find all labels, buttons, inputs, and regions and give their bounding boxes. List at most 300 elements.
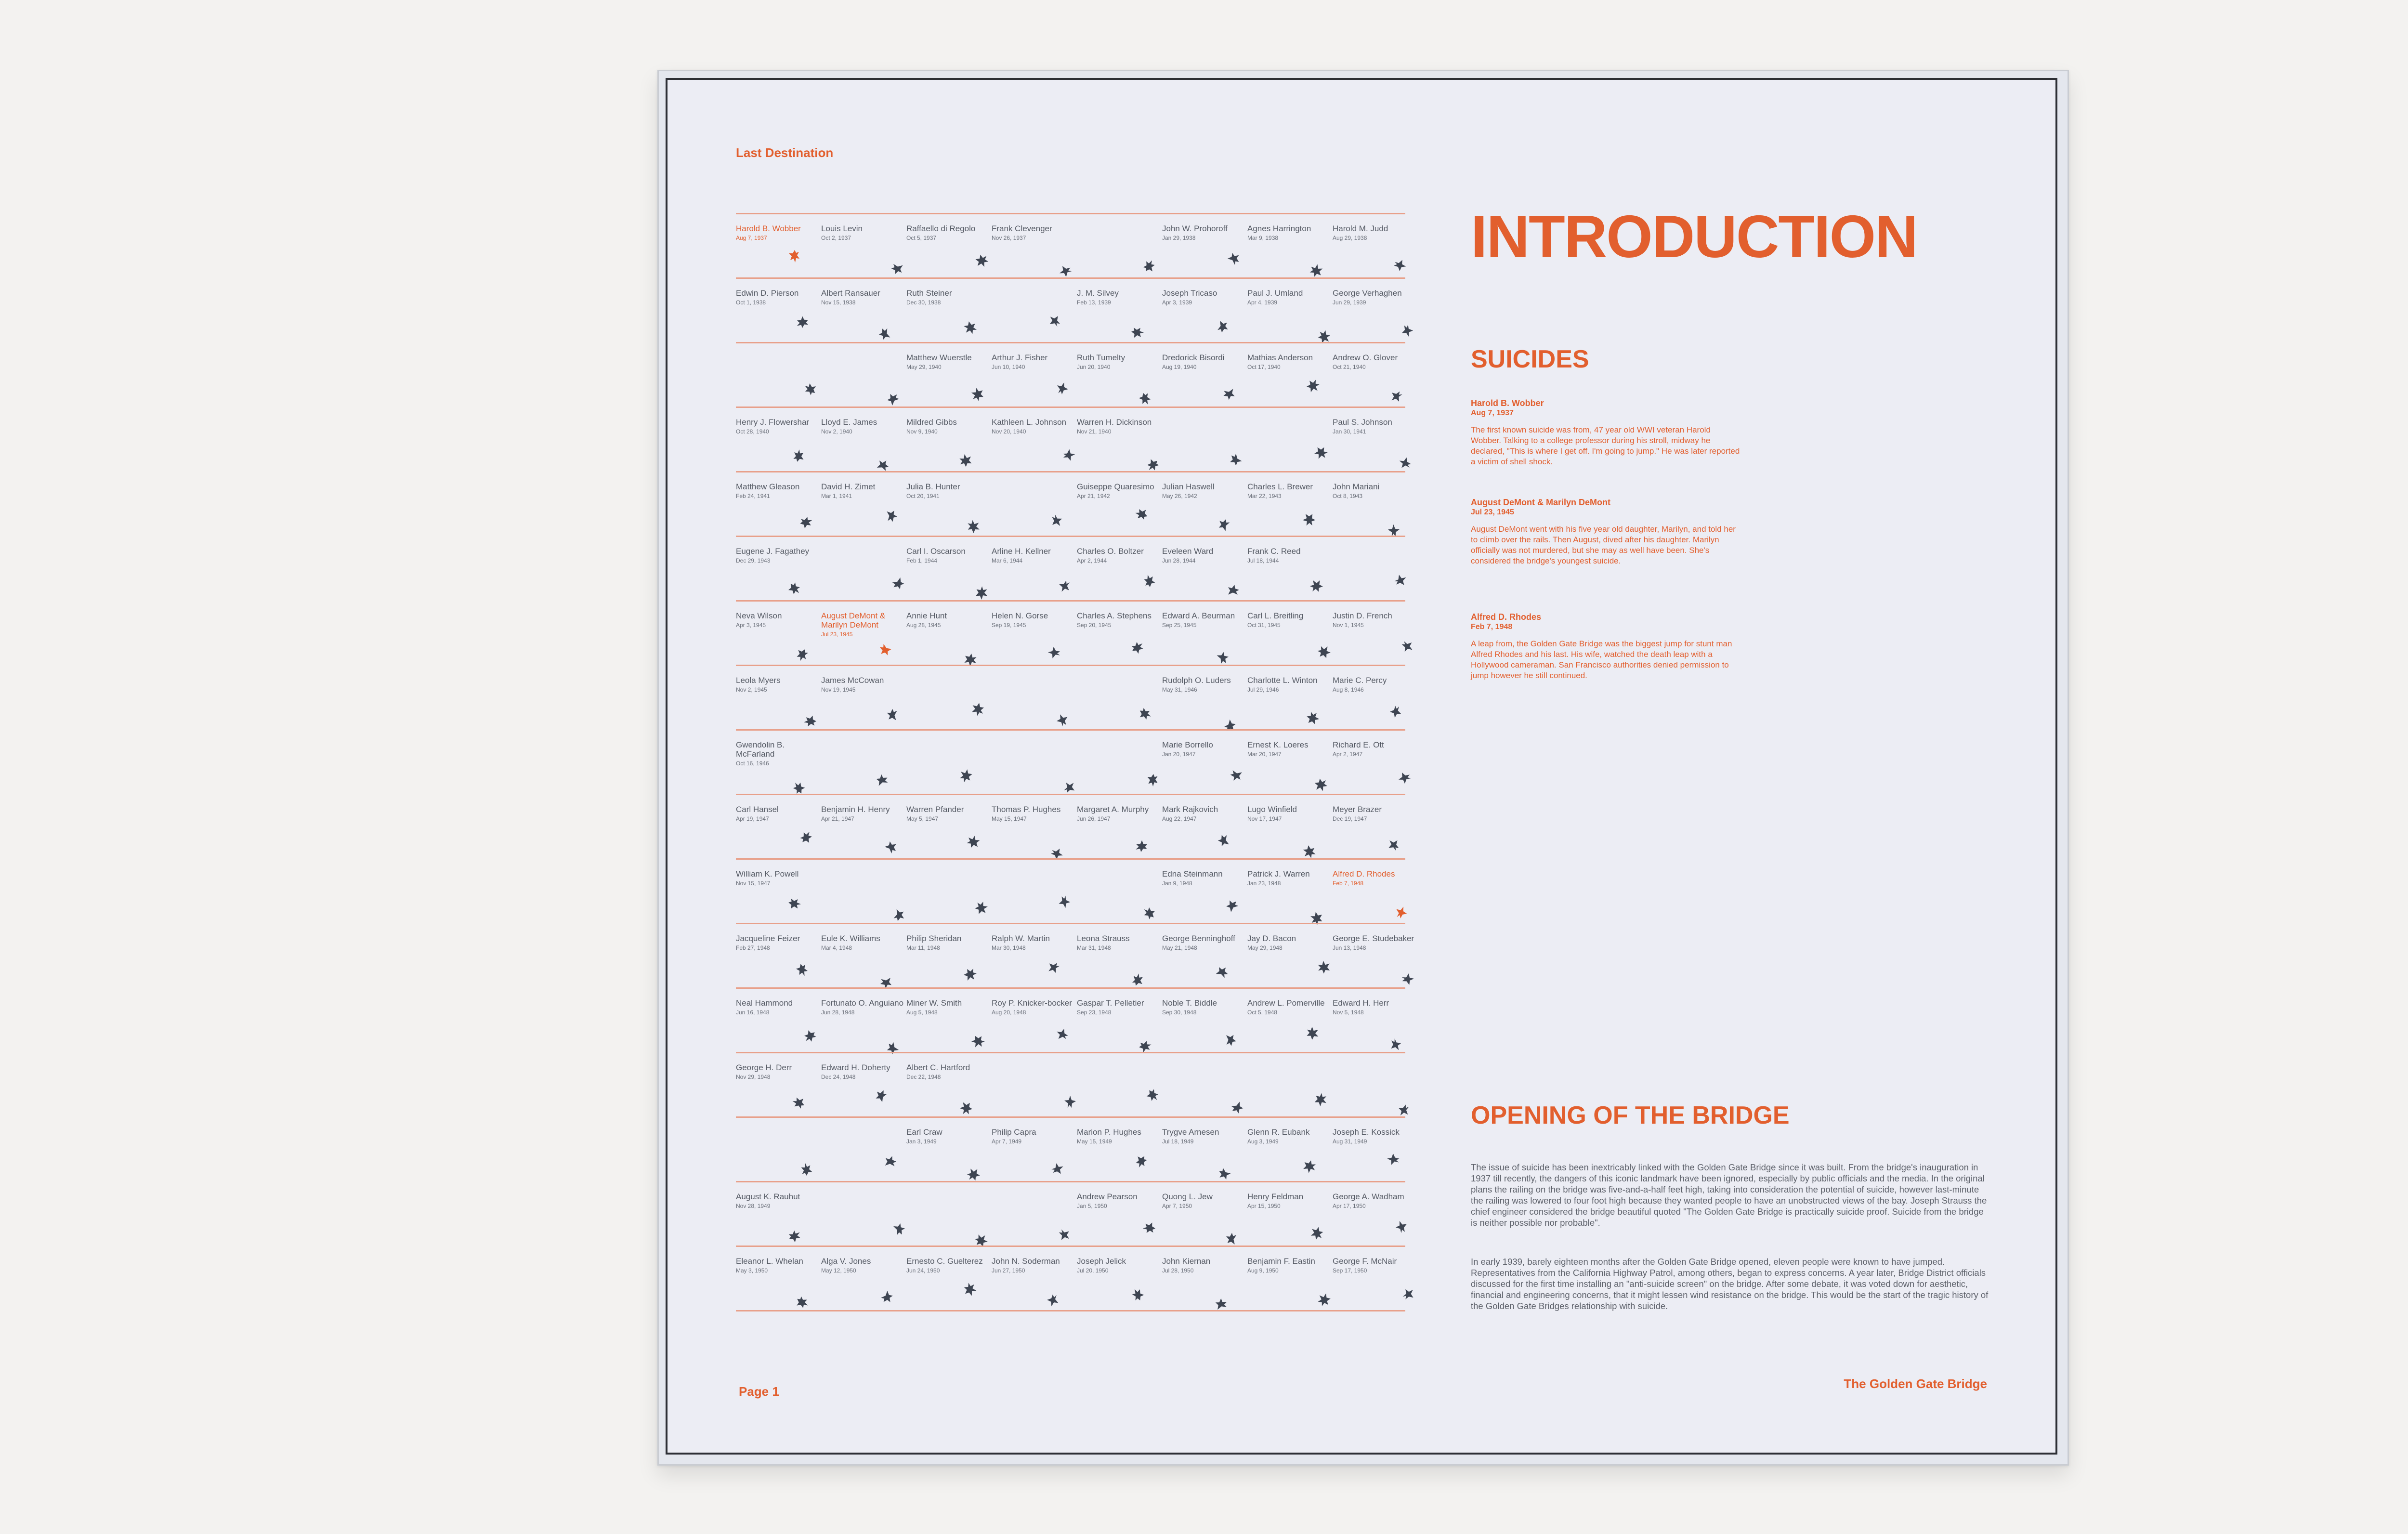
victim-name: Warren Pfander xyxy=(906,805,964,814)
story-text: The first known suicide was from, 47 year old WWI veteran Harold Wobber. Talking to a college professor during his stroll, midway he declared, "This is where I get off. I'm going to jump." He was later reported a victim of shell shock. xyxy=(1471,425,1740,466)
victim-date: Jan 5, 1950 xyxy=(1077,1203,1107,1209)
victim-entry xyxy=(992,934,1074,987)
victim-name: Meyer Brazer xyxy=(1333,805,1382,814)
victim-date: Jun 16, 1948 xyxy=(736,1009,770,1016)
victim-name: Ruth Steiner xyxy=(906,288,952,298)
falling-figure-icon xyxy=(973,585,990,602)
victim-date: Apr 3, 1939 xyxy=(1162,299,1192,306)
victim-date: Aug 28, 1945 xyxy=(906,622,941,629)
victim-entry xyxy=(1077,934,1160,987)
story-date: Feb 7, 1948 xyxy=(1471,623,1513,631)
falling-figure-icon xyxy=(1049,1160,1066,1176)
falling-figure-icon xyxy=(1213,965,1230,982)
grid-row xyxy=(736,600,1405,665)
falling-figure-icon xyxy=(962,967,978,983)
falling-figure-icon xyxy=(958,1100,974,1116)
page-number: Page 1 xyxy=(739,1384,779,1399)
falling-figure-icon xyxy=(966,519,982,535)
victim-name: Edward H. Herr xyxy=(1333,998,1389,1008)
victim-name: Albert C. Hartford xyxy=(906,1063,970,1072)
falling-figure-icon xyxy=(1229,451,1245,467)
falling-figure-icon xyxy=(1213,1298,1230,1314)
victim-date: Apr 19, 1947 xyxy=(736,815,769,822)
falling-figure-icon xyxy=(1221,384,1237,401)
victim-date: May 12, 1950 xyxy=(821,1267,856,1274)
victim-date: Nov 17, 1947 xyxy=(1247,815,1282,822)
victim-name: Ruth Tumelty xyxy=(1077,353,1125,362)
falling-figure-icon xyxy=(1392,1219,1409,1235)
falling-figure-icon xyxy=(1225,584,1241,600)
story-rhodes xyxy=(1471,612,1741,681)
body-paragraph: In early 1939, barely eighteen months after the Golden Gate Bridge opened, eleven people were known to have jumped. Representatives from the California Highway Patrol, among others, began to express concerns. A year later, Bridge District officials discussed for the first time installing an "anti-suicide screen" on the bridge. After some debate, it was voted down for aesthetic, financial and engineering concerns, that it might lessen wind resistance on the bridge. This would be the start of the tragic history of the Golden Gate Bridges relationship with suicide. xyxy=(1471,1257,1989,1311)
victim-date: May 29, 1948 xyxy=(1247,944,1283,951)
falling-figure-icon xyxy=(1229,1098,1245,1114)
victim-name: Noble T. Biddle xyxy=(1162,998,1217,1008)
falling-figure-icon xyxy=(1400,1285,1416,1301)
falling-figure-icon xyxy=(958,452,974,469)
victim-name: Marie Borrello xyxy=(1162,740,1213,749)
falling-figure-icon xyxy=(798,514,814,530)
victim-date: Nov 15, 1938 xyxy=(821,299,856,306)
victim-entry xyxy=(1247,805,1330,858)
falling-figure-icon xyxy=(1392,256,1409,273)
falling-figure-icon xyxy=(1141,905,1157,921)
victim-name: Marie C. Percy xyxy=(1333,676,1387,685)
victim-entry xyxy=(1077,1192,1160,1245)
falling-figure-icon xyxy=(878,973,894,989)
victim-name: Charles A. Stephens xyxy=(1077,611,1152,620)
falling-figure-icon xyxy=(1217,832,1233,849)
victim-date: Aug 8, 1946 xyxy=(1333,686,1364,693)
falling-figure-icon xyxy=(1301,511,1317,527)
victim-date: Dec 24, 1948 xyxy=(821,1074,856,1080)
victim-name: Agnes Harrington xyxy=(1247,224,1311,233)
falling-figure-icon xyxy=(786,580,803,597)
victim-date: Oct 2, 1937 xyxy=(821,235,851,241)
falling-figure-icon xyxy=(973,253,990,269)
story-wobber xyxy=(1471,398,1741,467)
falling-figure-icon xyxy=(798,1161,814,1178)
victim-date: May 26, 1942 xyxy=(1162,493,1197,499)
falling-figure-icon xyxy=(1316,644,1333,660)
victim-entry xyxy=(992,611,1074,664)
victim-name: Warren H. Dickinson xyxy=(1077,418,1152,427)
victim-name: Carl I. Oscarson xyxy=(906,547,966,556)
victim-name: Henry J. Flowershar xyxy=(736,418,810,427)
victim-date: Sep 23, 1948 xyxy=(1077,1009,1112,1016)
falling-figure-icon xyxy=(973,900,990,917)
victim-entry xyxy=(1077,1257,1160,1310)
victim-name: J. M. Silvey xyxy=(1077,288,1119,298)
victim-entry xyxy=(992,998,1074,1051)
victim-name: Eveleen Ward xyxy=(1162,547,1214,556)
falling-figure-icon xyxy=(1312,777,1329,793)
victim-date: May 15, 1947 xyxy=(992,815,1027,822)
victim-date: Nov 29, 1948 xyxy=(736,1074,771,1080)
victim-date: Mar 22, 1943 xyxy=(1247,493,1282,499)
victim-name: Louis Levin xyxy=(821,224,863,233)
falling-figure-icon xyxy=(958,767,974,784)
victim-name: Charles O. Boltzer xyxy=(1077,547,1144,556)
victim-name: John N. Soderman xyxy=(992,1257,1060,1266)
victim-name: Gwendolin B. McFarland xyxy=(736,740,785,759)
victim-date: Mar 31, 1948 xyxy=(1077,944,1111,951)
running-title: Last Destination xyxy=(736,145,834,160)
falling-figure-icon xyxy=(1400,970,1416,986)
victim-name: George F. McNair xyxy=(1333,1257,1397,1266)
victim-date: Jul 23, 1945 xyxy=(821,631,853,638)
victim-name: Earl Craw xyxy=(906,1128,942,1137)
victim-date: Nov 2, 1940 xyxy=(821,428,852,435)
victim-entry xyxy=(736,1192,819,1245)
victim-date: Oct 8, 1943 xyxy=(1333,493,1363,499)
victim-date: Jun 13, 1948 xyxy=(1333,944,1366,951)
victim-entry xyxy=(821,1063,904,1116)
story-text: A leap from, the Golden Gate Bridge was the biggest jump for stunt man Alfred Rhodes and his last. His wife, watched the death leap with a Hollywood cameraman. San Francisco authorities denied permission to jump however he still continued. xyxy=(1471,639,1732,680)
victim-date: Oct 16, 1946 xyxy=(736,760,769,767)
victim-entry xyxy=(736,934,819,987)
victim-name: Helen N. Gorse xyxy=(992,611,1048,620)
story-date: Aug 7, 1937 xyxy=(1471,409,1514,417)
grid-row xyxy=(736,471,1405,536)
victim-date: Apr 21, 1947 xyxy=(821,815,854,822)
victim-name: Matthew Wuerstle xyxy=(906,353,972,362)
victim-date: Mar 1, 1941 xyxy=(821,493,852,499)
falling-figure-icon xyxy=(802,1028,818,1045)
victim-name: David H. Zimet xyxy=(821,482,876,491)
victim-name: Andrew Pearson xyxy=(1077,1192,1138,1201)
victim-name: Eugene J. Fagathey xyxy=(736,547,810,556)
victim-name: Thomas P. Hughes xyxy=(992,805,1061,814)
victim-name: Trygve Arnesen xyxy=(1162,1128,1219,1137)
victim-date: Jun 28, 1944 xyxy=(1162,557,1196,564)
story-name: Alfred D. Rhodes xyxy=(1471,612,1542,622)
victim-date: Jan 3, 1949 xyxy=(906,1138,937,1145)
victim-date: Jan 20, 1947 xyxy=(1162,751,1196,758)
victim-entry xyxy=(1162,805,1245,858)
victim-entry xyxy=(992,418,1074,471)
victim-name: Ernest K. Loeres xyxy=(1247,740,1309,749)
victim-entry xyxy=(1333,1257,1415,1310)
victim-date: Apr 15, 1950 xyxy=(1247,1203,1281,1209)
victim-date: Oct 20, 1941 xyxy=(906,493,940,499)
victim-date: Jul 29, 1946 xyxy=(1247,686,1279,693)
victim-name: George E. Studebaker xyxy=(1333,934,1414,943)
falling-figure-icon xyxy=(1129,324,1146,341)
falling-figure-icon xyxy=(798,829,814,845)
victim-date: Sep 30, 1948 xyxy=(1162,1009,1197,1016)
victim-entry xyxy=(1333,1128,1415,1180)
victim-name: Ralph W. Martin xyxy=(992,934,1050,943)
victim-date: Oct 5, 1937 xyxy=(906,235,937,241)
victim-name: Edward H. Doherty xyxy=(821,1063,890,1072)
victim-date: Jun 28, 1948 xyxy=(821,1009,855,1016)
falling-figure-icon xyxy=(1225,1231,1241,1247)
victim-name: Eule K. Williams xyxy=(821,934,880,943)
victim-name: James McCowan xyxy=(821,676,884,685)
victim-name: Jay D. Bacon xyxy=(1247,934,1296,943)
falling-figure-icon xyxy=(1145,772,1161,788)
falling-figure-icon xyxy=(1129,639,1146,656)
victim-name: Mathias Anderson xyxy=(1247,353,1313,362)
victim-date: Dec 22, 1948 xyxy=(906,1074,941,1080)
falling-figure-icon xyxy=(794,647,811,663)
falling-figure-icon xyxy=(1388,1036,1405,1053)
falling-figure-icon xyxy=(878,1288,894,1304)
victim-date: Sep 20, 1945 xyxy=(1077,622,1112,629)
victim-name: Mark Rajkovich xyxy=(1162,805,1218,814)
falling-figure-icon xyxy=(1057,1226,1073,1243)
falling-figure-icon xyxy=(1225,251,1241,268)
victim-name: George Verhaghen xyxy=(1333,288,1402,298)
victim-entry xyxy=(992,1257,1074,1310)
grid-row xyxy=(736,342,1405,406)
victim-name: Harold B. Wobber xyxy=(736,224,801,233)
victim-date: May 15, 1949 xyxy=(1077,1138,1112,1145)
victim-entry xyxy=(1247,998,1330,1051)
victim-entry xyxy=(736,224,819,277)
falling-figure-icon xyxy=(882,1155,898,1171)
victim-date: Mar 11, 1948 xyxy=(906,944,940,951)
victim-entry xyxy=(1077,611,1160,664)
victim-name: Harold M. Judd xyxy=(1333,224,1388,233)
falling-figure-icon xyxy=(1129,1286,1146,1303)
victim-entry xyxy=(1162,288,1245,341)
falling-figure-icon xyxy=(1129,971,1146,988)
victim-date: Dec 19, 1947 xyxy=(1333,815,1367,822)
falling-figure-icon xyxy=(1049,512,1066,529)
victim-entry xyxy=(736,869,819,922)
victim-name: Albert Ransauer xyxy=(821,288,880,298)
falling-figure-icon xyxy=(1061,778,1077,795)
victim-date: Apr 21, 1942 xyxy=(1077,493,1110,499)
victim-date: Apr 7, 1949 xyxy=(992,1138,1022,1145)
victim-date: Apr 2, 1944 xyxy=(1077,557,1107,564)
victim-entry xyxy=(1333,482,1415,535)
grid-row xyxy=(736,923,1414,987)
falling-figure-icon xyxy=(890,259,906,275)
falling-figure-icon xyxy=(1396,771,1413,787)
opening-heading: OPENING OF THE BRIDGE xyxy=(1471,1101,1790,1129)
falling-figure-icon xyxy=(1137,706,1153,722)
victim-date: Nov 20, 1940 xyxy=(992,428,1026,435)
grid-row xyxy=(736,277,1405,342)
victim-name: Alga V. Jones xyxy=(821,1257,871,1266)
victim-name: Patrick J. Warren xyxy=(1247,869,1310,878)
victim-entry xyxy=(1162,1257,1245,1310)
falling-figure-icon xyxy=(1141,573,1157,589)
story-demont xyxy=(1471,497,1741,566)
falling-figure-icon xyxy=(1305,1025,1321,1042)
victim-name: Andrew O. Glover xyxy=(1333,353,1398,362)
victim-date: Oct 17, 1940 xyxy=(1247,364,1281,370)
falling-figure-icon xyxy=(1133,839,1150,855)
victim-date: Feb 1, 1944 xyxy=(906,557,938,564)
falling-figure-icon xyxy=(1133,1154,1150,1170)
victim-entry xyxy=(906,418,989,471)
victim-name: Fortunato O. Anguiano xyxy=(821,998,904,1008)
falling-figure-icon xyxy=(1229,766,1245,782)
victim-date: Mar 20, 1947 xyxy=(1247,751,1282,758)
victim-date: Nov 19, 1945 xyxy=(821,686,856,693)
victim-date: Feb 13, 1939 xyxy=(1077,299,1111,306)
victim-name: Miner W. Smith xyxy=(906,998,962,1008)
victim-date: Aug 3, 1949 xyxy=(1247,1138,1279,1145)
victim-name: Leona Strauss xyxy=(1077,934,1130,943)
victim-entry xyxy=(1247,482,1330,535)
falling-figure-icon xyxy=(794,1294,811,1311)
victim-entry xyxy=(821,418,904,471)
falling-figure-icon xyxy=(802,381,818,397)
victim-name: Neva Wilson xyxy=(736,611,782,620)
falling-figure-icon xyxy=(1053,380,1070,396)
victim-name: Charlotte L. Winton xyxy=(1247,676,1318,685)
victim-date: Apr 4, 1939 xyxy=(1247,299,1278,306)
victim-date: Aug 29, 1938 xyxy=(1333,235,1367,241)
victim-date: Jul 18, 1944 xyxy=(1247,557,1279,564)
falling-figure-icon xyxy=(1133,506,1150,523)
falling-figure-icon xyxy=(786,1228,803,1244)
victim-date: Feb 27, 1948 xyxy=(736,944,770,951)
falling-figure-icon xyxy=(1053,1027,1070,1043)
victim-date: Nov 1, 1945 xyxy=(1333,622,1364,629)
introduction-heading: INTRODUCTION xyxy=(1471,204,1917,270)
falling-figure-icon xyxy=(1385,837,1401,853)
falling-figure-icon xyxy=(1309,577,1325,594)
falling-figure-icon xyxy=(1137,391,1153,407)
victim-date: Nov 28, 1949 xyxy=(736,1203,771,1209)
victim-name: Paul S. Johnson xyxy=(1333,418,1392,427)
victim-name: Annie Hunt xyxy=(906,611,947,620)
victim-name: William K. Powell xyxy=(736,869,799,878)
falling-figure-icon xyxy=(1301,1158,1317,1175)
falling-figure-icon xyxy=(1217,517,1233,534)
falling-figure-icon xyxy=(1385,1152,1401,1168)
victim-name: Matthew Gleason xyxy=(736,482,800,491)
victim-date: Mar 9, 1938 xyxy=(1247,235,1279,241)
victim-name: Julia B. Hunter xyxy=(906,482,960,491)
victim-entry xyxy=(1162,934,1245,987)
victim-entry xyxy=(1162,611,1245,664)
victim-name: Edna Steinmann xyxy=(1162,869,1223,878)
victim-date: Nov 26, 1937 xyxy=(992,235,1026,241)
victim-name: Margaret A. Murphy xyxy=(1077,805,1149,814)
falling-figure-icon xyxy=(1400,638,1416,654)
victim-name: Justin D. French xyxy=(1333,611,1392,620)
falling-figure-icon xyxy=(1312,445,1329,461)
victim-name: Rudolph O. Luders xyxy=(1162,676,1231,685)
victim-date: Aug 22, 1947 xyxy=(1162,815,1197,822)
falling-figure-icon xyxy=(1400,323,1416,339)
falling-figure-icon xyxy=(890,574,906,590)
falling-figure-icon xyxy=(1046,645,1062,662)
falling-figure-icon xyxy=(1053,712,1070,728)
falling-figure-icon xyxy=(1388,389,1405,406)
grid-row xyxy=(736,858,1405,923)
falling-figure-icon xyxy=(1221,1032,1237,1048)
poster xyxy=(666,78,2057,1455)
falling-figure-icon xyxy=(1046,313,1062,329)
suicides-heading: SUICIDES xyxy=(1471,345,1589,373)
victim-date: Jul 28, 1950 xyxy=(1162,1267,1194,1274)
victim-name: Philip Sheridan xyxy=(906,934,962,943)
falling-figure-icon xyxy=(882,840,898,856)
victim-date: Jan 9, 1948 xyxy=(1162,880,1192,887)
falling-figure-icon xyxy=(962,1282,978,1298)
grid-row xyxy=(736,729,1405,794)
victim-name: Roy P. Knicker-bocker xyxy=(992,998,1072,1008)
victim-date: Jul 20, 1950 xyxy=(1077,1267,1109,1274)
falling-figure-icon xyxy=(882,508,898,524)
victim-name: Kathleen L. Johnson xyxy=(992,418,1067,427)
victim-name: Glenn R. Eubank xyxy=(1247,1128,1310,1137)
victims-grid xyxy=(736,213,1414,1311)
victim-name: Marion P. Hughes xyxy=(1077,1128,1141,1137)
falling-figure-icon xyxy=(1312,1092,1329,1108)
falling-figure-icon xyxy=(1213,318,1230,334)
falling-figure-icon xyxy=(1046,960,1062,977)
victim-name: Lloyd E. James xyxy=(821,418,877,427)
victim-name: Eleanor L. Whelan xyxy=(736,1257,803,1266)
victim-date: Jan 30, 1941 xyxy=(1333,428,1366,435)
falling-figure-icon xyxy=(1141,1220,1157,1236)
victim-name: Joseph Tricaso xyxy=(1162,288,1217,298)
falling-figure-icon xyxy=(890,906,906,923)
grid-row xyxy=(736,536,1405,600)
grid-row xyxy=(736,406,1405,471)
victim-date: Dec 29, 1943 xyxy=(736,557,771,564)
falling-figure-icon xyxy=(1396,456,1413,472)
falling-figure-icon xyxy=(1305,378,1321,394)
victim-name: Arline H. Kellner xyxy=(992,547,1051,556)
victim-date: Dec 30, 1938 xyxy=(906,299,941,306)
victim-date: Oct 21, 1940 xyxy=(1333,364,1366,370)
victim-date: Jun 26, 1947 xyxy=(1077,815,1111,822)
victim-name: Mildred Gibbs xyxy=(906,418,957,427)
victim-date: Jul 18, 1949 xyxy=(1162,1138,1194,1145)
falling-figure-icon xyxy=(969,386,986,402)
falling-figure-icon xyxy=(790,1095,807,1111)
story-name: August DeMont & Marilyn DeMont xyxy=(1471,498,1610,507)
story-name: Harold B. Wobber xyxy=(1471,398,1544,408)
victim-date: Mar 30, 1948 xyxy=(992,944,1026,951)
victim-entry xyxy=(1247,1128,1330,1180)
victim-date: Jan 23, 1948 xyxy=(1247,880,1281,887)
falling-figure-icon xyxy=(802,713,818,730)
victim-date: Mar 4, 1948 xyxy=(821,944,852,951)
victim-name: Carl L. Breitling xyxy=(1247,611,1304,620)
victim-entry xyxy=(1333,676,1415,729)
victim-date: May 21, 1948 xyxy=(1162,944,1197,951)
victim-date: Jun 27, 1950 xyxy=(992,1267,1025,1274)
victim-name: August DeMont & Marilyn DeMont xyxy=(821,611,886,629)
victim-date: Jun 29, 1939 xyxy=(1333,299,1366,306)
victim-name: Benjamin H. Henry xyxy=(821,805,890,814)
victim-date: Jun 20, 1940 xyxy=(1077,364,1111,370)
grid-row xyxy=(736,987,1405,1052)
victim-date: May 5, 1947 xyxy=(906,815,939,822)
victim-date: Feb 7, 1948 xyxy=(1333,880,1364,887)
victim-name: Edwin D. Pierson xyxy=(736,288,799,298)
victim-date: May 3, 1950 xyxy=(736,1267,768,1274)
grid-row xyxy=(736,213,1405,277)
falling-figure-icon xyxy=(794,962,811,978)
victim-date: Apr 17, 1950 xyxy=(1333,1203,1366,1209)
falling-figure-icon xyxy=(1316,1291,1333,1308)
victim-name: Alfred D. Rhodes xyxy=(1333,869,1395,878)
falling-figure-icon xyxy=(1141,258,1157,274)
falling-figure-icon xyxy=(1061,446,1077,462)
